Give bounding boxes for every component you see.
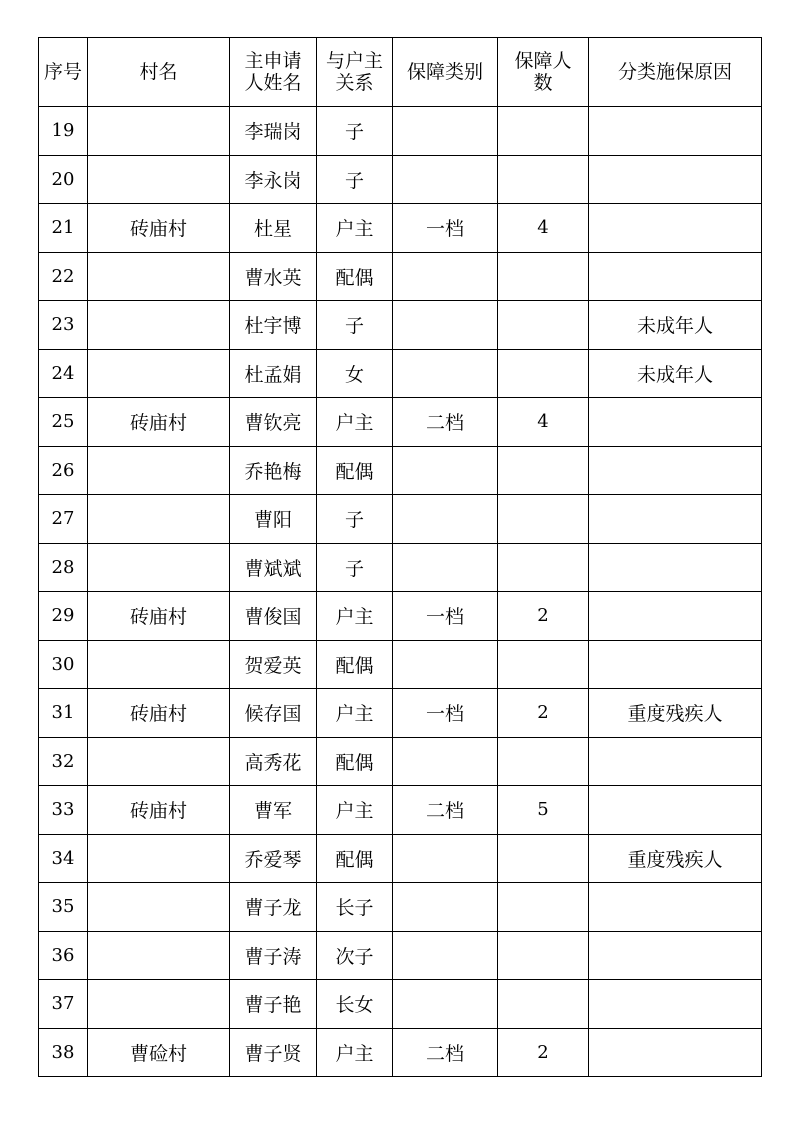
cell-village [88,301,230,350]
header-serial: 序号 [39,38,88,107]
cell-applicant-name: 曹子龙 [230,883,317,932]
cell-category [393,349,498,398]
header-row [39,38,762,107]
cell-village [88,834,230,883]
cell-applicant-name: 曹军 [230,786,317,835]
cell-applicant-name: 曹水英 [230,252,317,301]
table-row [39,737,762,786]
cell-count: 2 [498,689,589,738]
cell-relation: 户主 [317,689,393,738]
cell-count [498,107,589,156]
cell-relation: 子 [317,543,393,592]
cell-count: 2 [498,592,589,641]
cell-relation: 配偶 [317,640,393,689]
cell-reason: 未成年人 [589,349,762,398]
cell-village [88,446,230,495]
cell-category [393,301,498,350]
cell-village: 砖庙村 [88,204,230,253]
cell-count [498,446,589,495]
cell-applicant-name: 乔艳梅 [230,446,317,495]
cell-reason [589,155,762,204]
cell-serial: 36 [39,931,88,980]
cell-serial: 20 [39,155,88,204]
cell-serial: 38 [39,1028,88,1077]
header-village: 村名 [88,38,230,107]
cell-relation: 配偶 [317,252,393,301]
cell-count [498,883,589,932]
cell-reason [589,1028,762,1077]
table-row [39,689,762,738]
relief-table [38,37,762,1077]
cell-reason [589,980,762,1029]
cell-count [498,301,589,350]
cell-serial: 25 [39,398,88,447]
cell-count [498,155,589,204]
table-row [39,204,762,253]
cell-category: 二档 [393,786,498,835]
cell-reason: 未成年人 [589,301,762,350]
cell-category [393,543,498,592]
table-row [39,252,762,301]
cell-relation: 配偶 [317,834,393,883]
cell-category: 一档 [393,204,498,253]
cell-serial: 23 [39,301,88,350]
table-row [39,155,762,204]
cell-village [88,980,230,1029]
cell-serial: 34 [39,834,88,883]
cell-relation: 户主 [317,592,393,641]
cell-relation: 长子 [317,883,393,932]
cell-village: 砖庙村 [88,786,230,835]
cell-count [498,834,589,883]
cell-category [393,495,498,544]
cell-category [393,737,498,786]
header-category: 保障类别 [393,38,498,107]
cell-village: 砖庙村 [88,689,230,738]
cell-reason: 重度残疾人 [589,834,762,883]
cell-applicant-name: 乔爱琴 [230,834,317,883]
header-relation: 与户主 关系 [317,38,393,107]
table-row [39,883,762,932]
cell-serial: 30 [39,640,88,689]
cell-serial: 19 [39,107,88,156]
cell-relation: 子 [317,301,393,350]
table-row [39,301,762,350]
cell-count: 2 [498,1028,589,1077]
cell-reason [589,737,762,786]
cell-applicant-name: 曹子涛 [230,931,317,980]
cell-serial: 33 [39,786,88,835]
cell-category [393,155,498,204]
cell-village [88,349,230,398]
cell-applicant-name: 曹俊国 [230,592,317,641]
cell-village [88,640,230,689]
cell-count [498,737,589,786]
cell-applicant-name: 曹子贤 [230,1028,317,1077]
cell-category: 二档 [393,398,498,447]
cell-reason [589,204,762,253]
cell-reason [589,931,762,980]
cell-count [498,495,589,544]
cell-relation: 户主 [317,398,393,447]
cell-serial: 28 [39,543,88,592]
cell-relation: 女 [317,349,393,398]
cell-category [393,446,498,495]
table-row [39,980,762,1029]
cell-count [498,252,589,301]
cell-village [88,543,230,592]
cell-serial: 29 [39,592,88,641]
cell-reason [589,495,762,544]
table-row [39,446,762,495]
cell-reason [589,543,762,592]
cell-relation: 户主 [317,204,393,253]
cell-village [88,252,230,301]
cell-reason [589,398,762,447]
cell-village [88,107,230,156]
cell-village [88,155,230,204]
header-reason: 分类施保原因 [589,38,762,107]
table-row [39,592,762,641]
cell-relation: 配偶 [317,446,393,495]
cell-applicant-name: 杜孟娟 [230,349,317,398]
cell-serial: 31 [39,689,88,738]
cell-reason [589,592,762,641]
table-row [39,349,762,398]
cell-count [498,543,589,592]
table-row [39,786,762,835]
cell-category [393,834,498,883]
cell-reason [589,883,762,932]
cell-applicant-name: 曹子艳 [230,980,317,1029]
cell-applicant-name: 曹斌斌 [230,543,317,592]
cell-village: 砖庙村 [88,592,230,641]
cell-category: 一档 [393,592,498,641]
table-row [39,107,762,156]
cell-applicant-name: 曹阳 [230,495,317,544]
cell-category [393,980,498,1029]
cell-serial: 22 [39,252,88,301]
cell-applicant-name: 曹钦亮 [230,398,317,447]
cell-serial: 32 [39,737,88,786]
cell-serial: 35 [39,883,88,932]
cell-category [393,252,498,301]
cell-relation: 户主 [317,786,393,835]
cell-applicant-name: 贺爱英 [230,640,317,689]
cell-relation: 次子 [317,931,393,980]
cell-relation: 长女 [317,980,393,1029]
cell-category: 二档 [393,1028,498,1077]
table-row [39,495,762,544]
cell-serial: 27 [39,495,88,544]
cell-applicant-name: 杜宇博 [230,301,317,350]
cell-relation: 配偶 [317,737,393,786]
cell-serial: 37 [39,980,88,1029]
cell-category [393,931,498,980]
cell-category [393,640,498,689]
cell-village [88,931,230,980]
cell-reason: 重度残疾人 [589,689,762,738]
cell-village [88,495,230,544]
cell-relation: 子 [317,155,393,204]
cell-count: 4 [498,398,589,447]
cell-village: 曹硷村 [88,1028,230,1077]
cell-category [393,107,498,156]
cell-applicant-name: 李永岗 [230,155,317,204]
cell-count: 5 [498,786,589,835]
cell-serial: 26 [39,446,88,495]
cell-applicant-name: 候存国 [230,689,317,738]
cell-count [498,349,589,398]
cell-serial: 24 [39,349,88,398]
cell-relation: 子 [317,107,393,156]
cell-village [88,883,230,932]
cell-reason [589,446,762,495]
cell-category: 一档 [393,689,498,738]
cell-serial: 21 [39,204,88,253]
cell-reason [589,786,762,835]
cell-relation: 户主 [317,1028,393,1077]
cell-reason [589,107,762,156]
cell-count [498,640,589,689]
cell-count: 4 [498,204,589,253]
table-row [39,931,762,980]
cell-village: 砖庙村 [88,398,230,447]
cell-reason [589,640,762,689]
table-row [39,640,762,689]
cell-applicant-name: 高秀花 [230,737,317,786]
table-row [39,834,762,883]
table-row [39,1028,762,1077]
cell-count [498,980,589,1029]
cell-reason [589,252,762,301]
cell-village [88,737,230,786]
cell-count [498,931,589,980]
cell-applicant-name: 杜星 [230,204,317,253]
cell-applicant-name: 李瑞岗 [230,107,317,156]
header-count: 保障人 数 [498,38,589,107]
cell-relation: 子 [317,495,393,544]
cell-category [393,883,498,932]
header-applicant: 主申请 人姓名 [230,38,317,107]
table-row [39,543,762,592]
table-row [39,398,762,447]
